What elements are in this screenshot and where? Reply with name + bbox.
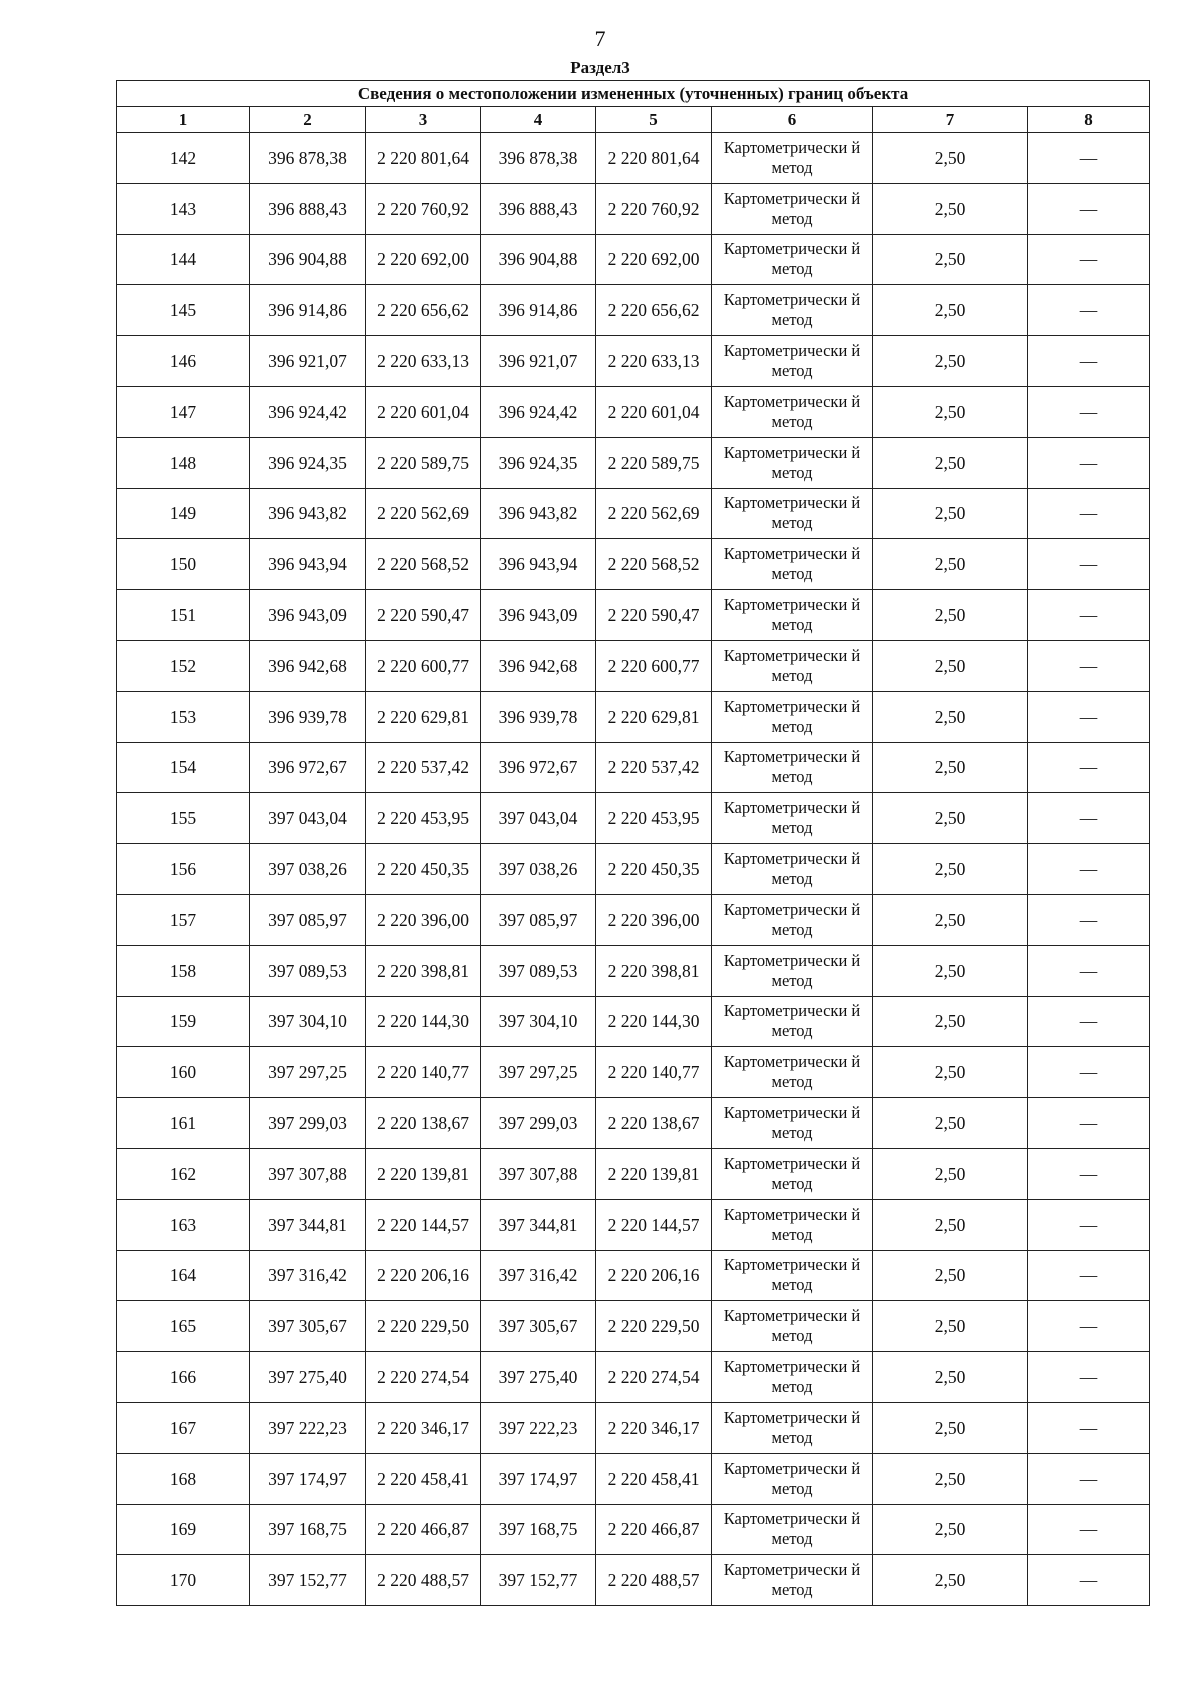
point-number-cell: 170: [117, 1555, 250, 1606]
x-updated-cell: 396 888,43: [481, 183, 596, 234]
column-header: 7: [873, 107, 1028, 133]
point-number-cell: 153: [117, 691, 250, 742]
x-updated-cell: 397 316,42: [481, 1250, 596, 1301]
x-updated-cell: 397 085,97: [481, 894, 596, 945]
y-updated-cell: 2 220 590,47: [596, 590, 712, 641]
accuracy-cell: 2,50: [873, 894, 1028, 945]
description-cell: —: [1028, 590, 1150, 641]
y-existing-cell: 2 220 488,57: [366, 1555, 481, 1606]
point-number-cell: 166: [117, 1352, 250, 1403]
method-cell: Картометрически й метод: [712, 539, 873, 590]
method-cell: Картометрически й метод: [712, 996, 873, 1047]
x-updated-cell: 397 168,75: [481, 1504, 596, 1555]
point-number-cell: 142: [117, 133, 250, 184]
x-existing-cell: 396 921,07: [250, 336, 366, 387]
x-existing-cell: 396 943,09: [250, 590, 366, 641]
table-row: [117, 1402, 1150, 1453]
x-existing-cell: 396 914,86: [250, 285, 366, 336]
x-updated-cell: 397 089,53: [481, 945, 596, 996]
method-cell: Картометрически й метод: [712, 590, 873, 641]
x-existing-cell: 397 275,40: [250, 1352, 366, 1403]
table-row: [117, 945, 1150, 996]
description-cell: —: [1028, 437, 1150, 488]
method-cell: Картометрически й метод: [712, 1555, 873, 1606]
table-row: [117, 1098, 1150, 1149]
y-updated-cell: 2 220 760,92: [596, 183, 712, 234]
y-existing-cell: 2 220 760,92: [366, 183, 481, 234]
y-updated-cell: 2 220 801,64: [596, 133, 712, 184]
y-existing-cell: 2 220 601,04: [366, 386, 481, 437]
x-updated-cell: 396 943,82: [481, 488, 596, 539]
method-cell: Картометрически й метод: [712, 1250, 873, 1301]
x-updated-cell: 396 943,09: [481, 590, 596, 641]
x-updated-cell: 396 972,67: [481, 742, 596, 793]
y-existing-cell: 2 220 346,17: [366, 1402, 481, 1453]
accuracy-cell: 2,50: [873, 1148, 1028, 1199]
y-updated-cell: 2 220 450,35: [596, 844, 712, 895]
accuracy-cell: 2,50: [873, 793, 1028, 844]
accuracy-cell: 2,50: [873, 1504, 1028, 1555]
method-cell: Картометрически й метод: [712, 133, 873, 184]
x-updated-cell: 397 222,23: [481, 1402, 596, 1453]
description-cell: —: [1028, 1098, 1150, 1149]
accuracy-cell: 2,50: [873, 386, 1028, 437]
description-cell: —: [1028, 1148, 1150, 1199]
table-row: [117, 183, 1150, 234]
x-existing-cell: 397 297,25: [250, 1047, 366, 1098]
y-existing-cell: 2 220 590,47: [366, 590, 481, 641]
accuracy-cell: 2,50: [873, 1098, 1028, 1149]
x-existing-cell: 397 316,42: [250, 1250, 366, 1301]
point-number-cell: 160: [117, 1047, 250, 1098]
y-updated-cell: 2 220 229,50: [596, 1301, 712, 1352]
x-existing-cell: 396 972,67: [250, 742, 366, 793]
y-updated-cell: 2 220 537,42: [596, 742, 712, 793]
x-existing-cell: 397 299,03: [250, 1098, 366, 1149]
y-updated-cell: 2 220 144,57: [596, 1199, 712, 1250]
accuracy-cell: 2,50: [873, 285, 1028, 336]
y-existing-cell: 2 220 589,75: [366, 437, 481, 488]
accuracy-cell: 2,50: [873, 590, 1028, 641]
y-updated-cell: 2 220 466,87: [596, 1504, 712, 1555]
x-existing-cell: 396 888,43: [250, 183, 366, 234]
method-cell: Картометрически й метод: [712, 640, 873, 691]
accuracy-cell: 2,50: [873, 133, 1028, 184]
x-updated-cell: 397 152,77: [481, 1555, 596, 1606]
x-existing-cell: 396 943,82: [250, 488, 366, 539]
y-updated-cell: 2 220 568,52: [596, 539, 712, 590]
x-updated-cell: 396 921,07: [481, 336, 596, 387]
description-cell: —: [1028, 336, 1150, 387]
description-cell: —: [1028, 894, 1150, 945]
y-existing-cell: 2 220 537,42: [366, 742, 481, 793]
x-updated-cell: 397 043,04: [481, 793, 596, 844]
y-existing-cell: 2 220 229,50: [366, 1301, 481, 1352]
x-existing-cell: 397 222,23: [250, 1402, 366, 1453]
description-cell: —: [1028, 945, 1150, 996]
x-existing-cell: 396 943,94: [250, 539, 366, 590]
y-existing-cell: 2 220 144,57: [366, 1199, 481, 1250]
y-existing-cell: 2 220 600,77: [366, 640, 481, 691]
x-updated-cell: 396 924,35: [481, 437, 596, 488]
y-updated-cell: 2 220 453,95: [596, 793, 712, 844]
x-existing-cell: 397 168,75: [250, 1504, 366, 1555]
x-updated-cell: 397 275,40: [481, 1352, 596, 1403]
table-row: [117, 640, 1150, 691]
point-number-cell: 151: [117, 590, 250, 641]
x-existing-cell: 397 344,81: [250, 1199, 366, 1250]
table-row: [117, 488, 1150, 539]
point-number-cell: 169: [117, 1504, 250, 1555]
x-updated-cell: 397 307,88: [481, 1148, 596, 1199]
method-cell: Картометрически й метод: [712, 1504, 873, 1555]
y-updated-cell: 2 220 589,75: [596, 437, 712, 488]
method-cell: Картометрически й метод: [712, 1402, 873, 1453]
x-updated-cell: 396 939,78: [481, 691, 596, 742]
method-cell: Картометрически й метод: [712, 234, 873, 285]
table-row: [117, 133, 1150, 184]
x-updated-cell: 397 305,67: [481, 1301, 596, 1352]
point-number-cell: 165: [117, 1301, 250, 1352]
x-existing-cell: 396 924,42: [250, 386, 366, 437]
y-existing-cell: 2 220 138,67: [366, 1098, 481, 1149]
accuracy-cell: 2,50: [873, 945, 1028, 996]
y-updated-cell: 2 220 139,81: [596, 1148, 712, 1199]
y-existing-cell: 2 220 458,41: [366, 1453, 481, 1504]
description-cell: —: [1028, 133, 1150, 184]
x-updated-cell: 397 297,25: [481, 1047, 596, 1098]
x-existing-cell: 397 174,97: [250, 1453, 366, 1504]
method-cell: Картометрически й метод: [712, 1098, 873, 1149]
point-number-cell: 167: [117, 1402, 250, 1453]
x-existing-cell: 396 904,88: [250, 234, 366, 285]
y-existing-cell: 2 220 140,77: [366, 1047, 481, 1098]
x-updated-cell: 396 942,68: [481, 640, 596, 691]
table-body: [117, 133, 1150, 1606]
description-cell: —: [1028, 234, 1150, 285]
table-row: [117, 1047, 1150, 1098]
section-title: Раздел3: [570, 58, 630, 77]
y-updated-cell: 2 220 398,81: [596, 945, 712, 996]
column-header: 4: [481, 107, 596, 133]
y-existing-cell: 2 220 801,64: [366, 133, 481, 184]
table-row: [117, 590, 1150, 641]
table-caption-row: [117, 81, 1150, 107]
y-updated-cell: 2 220 601,04: [596, 386, 712, 437]
point-number-cell: 143: [117, 183, 250, 234]
page-number: 7: [594, 26, 606, 51]
method-cell: Картометрически й метод: [712, 844, 873, 895]
description-cell: —: [1028, 1453, 1150, 1504]
table-header-row: [117, 107, 1150, 133]
table-row: [117, 234, 1150, 285]
accuracy-cell: 2,50: [873, 844, 1028, 895]
point-number-cell: 147: [117, 386, 250, 437]
description-cell: —: [1028, 1504, 1150, 1555]
accuracy-cell: 2,50: [873, 996, 1028, 1047]
column-header: 5: [596, 107, 712, 133]
x-existing-cell: 397 085,97: [250, 894, 366, 945]
table-row: [117, 1148, 1150, 1199]
description-cell: —: [1028, 1047, 1150, 1098]
x-updated-cell: 396 943,94: [481, 539, 596, 590]
point-number-cell: 164: [117, 1250, 250, 1301]
column-header: 3: [366, 107, 481, 133]
description-cell: —: [1028, 742, 1150, 793]
method-cell: Картометрически й метод: [712, 386, 873, 437]
method-cell: Картометрически й метод: [712, 1047, 873, 1098]
x-updated-cell: 397 344,81: [481, 1199, 596, 1250]
accuracy-cell: 2,50: [873, 437, 1028, 488]
accuracy-cell: 2,50: [873, 539, 1028, 590]
y-existing-cell: 2 220 139,81: [366, 1148, 481, 1199]
x-updated-cell: 397 174,97: [481, 1453, 596, 1504]
y-existing-cell: 2 220 274,54: [366, 1352, 481, 1403]
point-number-cell: 162: [117, 1148, 250, 1199]
table-row: [117, 691, 1150, 742]
accuracy-cell: 2,50: [873, 1352, 1028, 1403]
description-cell: —: [1028, 844, 1150, 895]
description-cell: —: [1028, 640, 1150, 691]
y-existing-cell: 2 220 396,00: [366, 894, 481, 945]
table-caption: Сведения о местоположении измененных (уточненных) границ объекта: [117, 81, 1150, 107]
method-cell: Картометрически й метод: [712, 336, 873, 387]
y-existing-cell: 2 220 206,16: [366, 1250, 481, 1301]
accuracy-cell: 2,50: [873, 234, 1028, 285]
y-updated-cell: 2 220 629,81: [596, 691, 712, 742]
accuracy-cell: 2,50: [873, 1453, 1028, 1504]
description-cell: —: [1028, 1250, 1150, 1301]
table-row: [117, 1555, 1150, 1606]
description-cell: —: [1028, 1555, 1150, 1606]
accuracy-cell: 2,50: [873, 691, 1028, 742]
column-header: 8: [1028, 107, 1150, 133]
table-row: [117, 437, 1150, 488]
point-number-cell: 159: [117, 996, 250, 1047]
table-row: [117, 285, 1150, 336]
point-number-cell: 156: [117, 844, 250, 895]
point-number-cell: 161: [117, 1098, 250, 1149]
y-existing-cell: 2 220 144,30: [366, 996, 481, 1047]
method-cell: Картометрически й метод: [712, 1199, 873, 1250]
y-updated-cell: 2 220 140,77: [596, 1047, 712, 1098]
table-row: [117, 539, 1150, 590]
description-cell: —: [1028, 996, 1150, 1047]
description-cell: —: [1028, 386, 1150, 437]
table-row: [117, 793, 1150, 844]
point-number-cell: 152: [117, 640, 250, 691]
description-cell: —: [1028, 1352, 1150, 1403]
y-updated-cell: 2 220 600,77: [596, 640, 712, 691]
y-existing-cell: 2 220 629,81: [366, 691, 481, 742]
table-row: [117, 742, 1150, 793]
x-updated-cell: 396 924,42: [481, 386, 596, 437]
x-updated-cell: 396 914,86: [481, 285, 596, 336]
y-updated-cell: 2 220 144,30: [596, 996, 712, 1047]
method-cell: Картометрически й метод: [712, 437, 873, 488]
x-existing-cell: 397 043,04: [250, 793, 366, 844]
method-cell: Картометрически й метод: [712, 793, 873, 844]
method-cell: Картометрически й метод: [712, 1453, 873, 1504]
method-cell: Картометрически й метод: [712, 1301, 873, 1352]
accuracy-cell: 2,50: [873, 1555, 1028, 1606]
y-updated-cell: 2 220 458,41: [596, 1453, 712, 1504]
description-cell: —: [1028, 1402, 1150, 1453]
accuracy-cell: 2,50: [873, 1047, 1028, 1098]
method-cell: Картометрически й метод: [712, 894, 873, 945]
y-updated-cell: 2 220 346,17: [596, 1402, 712, 1453]
boundary-coordinates-table: [116, 80, 1150, 1606]
table-row: [117, 996, 1150, 1047]
x-existing-cell: 397 307,88: [250, 1148, 366, 1199]
y-updated-cell: 2 220 206,16: [596, 1250, 712, 1301]
description-cell: —: [1028, 1301, 1150, 1352]
y-existing-cell: 2 220 568,52: [366, 539, 481, 590]
y-existing-cell: 2 220 398,81: [366, 945, 481, 996]
point-number-cell: 150: [117, 539, 250, 590]
x-existing-cell: 397 152,77: [250, 1555, 366, 1606]
table-row: [117, 1352, 1150, 1403]
description-cell: —: [1028, 539, 1150, 590]
method-cell: Картометрически й метод: [712, 742, 873, 793]
method-cell: Картометрически й метод: [712, 285, 873, 336]
y-existing-cell: 2 220 562,69: [366, 488, 481, 539]
y-updated-cell: 2 220 692,00: [596, 234, 712, 285]
column-header: 1: [117, 107, 250, 133]
x-existing-cell: 397 305,67: [250, 1301, 366, 1352]
y-existing-cell: 2 220 453,95: [366, 793, 481, 844]
accuracy-cell: 2,50: [873, 183, 1028, 234]
x-existing-cell: 397 089,53: [250, 945, 366, 996]
description-cell: —: [1028, 183, 1150, 234]
method-cell: Картометрически й метод: [712, 945, 873, 996]
y-existing-cell: 2 220 656,62: [366, 285, 481, 336]
method-cell: Картометрически й метод: [712, 691, 873, 742]
table-row: [117, 1504, 1150, 1555]
point-number-cell: 149: [117, 488, 250, 539]
accuracy-cell: 2,50: [873, 336, 1028, 387]
column-header: 2: [250, 107, 366, 133]
y-updated-cell: 2 220 274,54: [596, 1352, 712, 1403]
table-row: [117, 894, 1150, 945]
point-number-cell: 146: [117, 336, 250, 387]
description-cell: —: [1028, 285, 1150, 336]
description-cell: —: [1028, 691, 1150, 742]
x-updated-cell: 396 904,88: [481, 234, 596, 285]
column-header: 6: [712, 107, 873, 133]
accuracy-cell: 2,50: [873, 1250, 1028, 1301]
accuracy-cell: 2,50: [873, 742, 1028, 793]
x-existing-cell: 397 038,26: [250, 844, 366, 895]
point-number-cell: 144: [117, 234, 250, 285]
x-existing-cell: 396 939,78: [250, 691, 366, 742]
table-row: [117, 1301, 1150, 1352]
accuracy-cell: 2,50: [873, 488, 1028, 539]
method-cell: Картометрически й метод: [712, 488, 873, 539]
accuracy-cell: 2,50: [873, 1402, 1028, 1453]
x-updated-cell: 396 878,38: [481, 133, 596, 184]
y-updated-cell: 2 220 138,67: [596, 1098, 712, 1149]
y-updated-cell: 2 220 656,62: [596, 285, 712, 336]
method-cell: Картометрически й метод: [712, 1148, 873, 1199]
x-updated-cell: 397 299,03: [481, 1098, 596, 1149]
table-row: [117, 1250, 1150, 1301]
point-number-cell: 157: [117, 894, 250, 945]
x-existing-cell: 396 942,68: [250, 640, 366, 691]
y-existing-cell: 2 220 692,00: [366, 234, 481, 285]
point-number-cell: 145: [117, 285, 250, 336]
x-updated-cell: 397 304,10: [481, 996, 596, 1047]
accuracy-cell: 2,50: [873, 1199, 1028, 1250]
x-existing-cell: 396 924,35: [250, 437, 366, 488]
y-existing-cell: 2 220 466,87: [366, 1504, 481, 1555]
y-existing-cell: 2 220 450,35: [366, 844, 481, 895]
point-number-cell: 154: [117, 742, 250, 793]
x-existing-cell: 396 878,38: [250, 133, 366, 184]
point-number-cell: 168: [117, 1453, 250, 1504]
accuracy-cell: 2,50: [873, 640, 1028, 691]
table-row: [117, 386, 1150, 437]
table-row: [117, 1453, 1150, 1504]
y-updated-cell: 2 220 633,13: [596, 336, 712, 387]
x-updated-cell: 397 038,26: [481, 844, 596, 895]
description-cell: —: [1028, 1199, 1150, 1250]
description-cell: —: [1028, 793, 1150, 844]
y-existing-cell: 2 220 633,13: [366, 336, 481, 387]
method-cell: Картометрически й метод: [712, 183, 873, 234]
x-existing-cell: 397 304,10: [250, 996, 366, 1047]
table-row: [117, 336, 1150, 387]
table-row: [117, 1199, 1150, 1250]
y-updated-cell: 2 220 396,00: [596, 894, 712, 945]
point-number-cell: 163: [117, 1199, 250, 1250]
accuracy-cell: 2,50: [873, 1301, 1028, 1352]
description-cell: —: [1028, 488, 1150, 539]
method-cell: Картометрически й метод: [712, 1352, 873, 1403]
y-updated-cell: 2 220 562,69: [596, 488, 712, 539]
point-number-cell: 148: [117, 437, 250, 488]
point-number-cell: 155: [117, 793, 250, 844]
table-row: [117, 844, 1150, 895]
point-number-cell: 158: [117, 945, 250, 996]
y-updated-cell: 2 220 488,57: [596, 1555, 712, 1606]
